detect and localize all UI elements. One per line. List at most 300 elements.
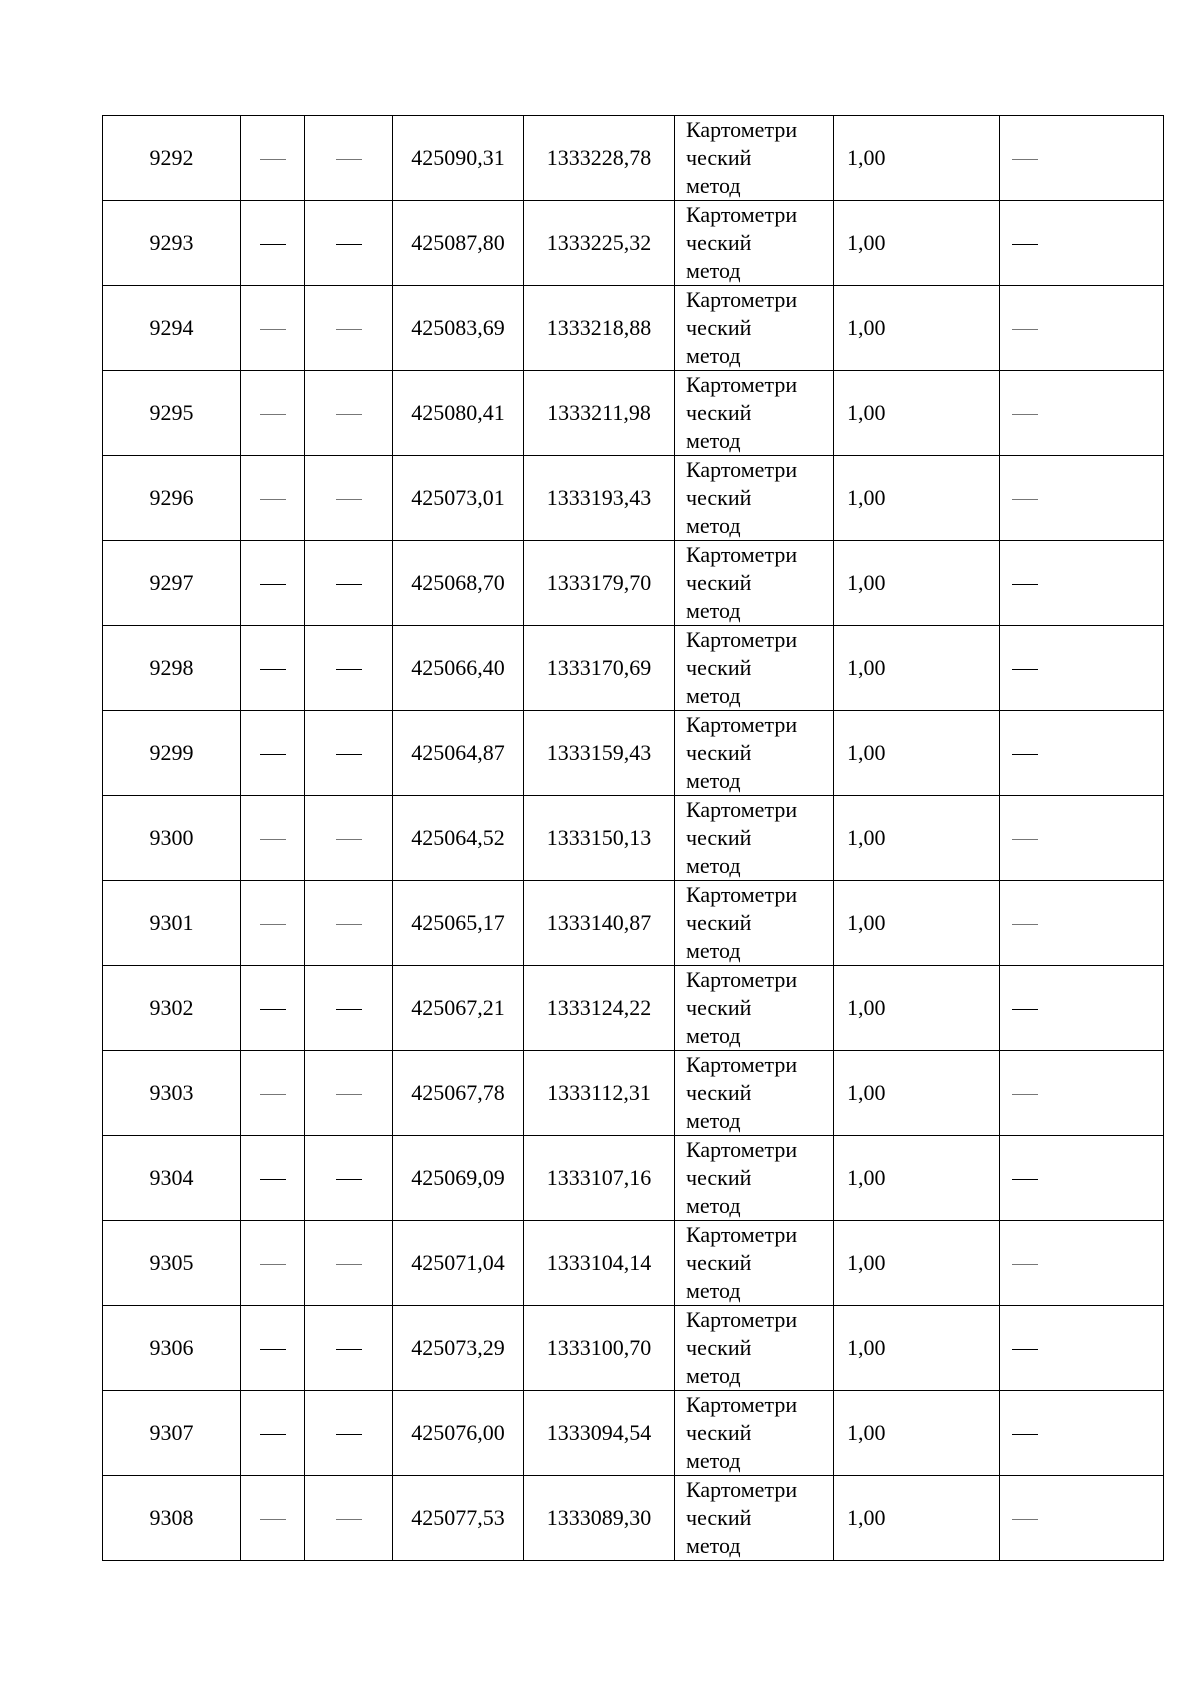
- y-coordinate-cell: [524, 1306, 675, 1391]
- description-cell: [1000, 456, 1164, 541]
- y-coordinate-cell: [524, 371, 675, 456]
- table-row: [103, 456, 1164, 541]
- y-coordinate: 1333100,70: [546, 1335, 652, 1360]
- accuracy-value: 1,00: [847, 825, 886, 850]
- determination-method-line: Картометри: [686, 372, 798, 397]
- y-coordinate-cell: [524, 456, 675, 541]
- y-coordinate-cell: [524, 1391, 675, 1476]
- empty-value-dash: [336, 584, 362, 585]
- point-number: 9305: [149, 1250, 194, 1275]
- accuracy-cell: [834, 116, 1000, 201]
- determination-method-line: Картометри: [686, 117, 798, 142]
- y-coordinate-cell: [524, 1221, 675, 1306]
- determination-method-cell: [675, 796, 834, 881]
- x-coordinate-cell: [393, 966, 524, 1051]
- determination-method-line: метод: [686, 1108, 741, 1133]
- x-coordinate: 425077,53: [411, 1505, 505, 1530]
- x-coordinate: 425076,00: [411, 1420, 505, 1445]
- point-number-cell: [103, 966, 241, 1051]
- accuracy-value: 1,00: [847, 400, 886, 425]
- y-coordinate-cell: [524, 286, 675, 371]
- accuracy-cell: [834, 456, 1000, 541]
- previous-x-cell: [241, 1391, 305, 1476]
- y-coordinate: 1333211,98: [547, 400, 651, 425]
- x-coordinate-cell: [393, 1221, 524, 1306]
- empty-value-dash: [1012, 754, 1038, 755]
- point-number: 9295: [149, 400, 194, 425]
- point-number-cell: [103, 1476, 241, 1561]
- determination-method-line: метод: [686, 428, 741, 453]
- y-coordinate: 1333150,13: [546, 825, 652, 850]
- point-number: 9297: [149, 570, 194, 595]
- determination-method-line: ческий: [686, 570, 752, 595]
- empty-value-dash: [260, 754, 286, 755]
- determination-method-cell: [675, 966, 834, 1051]
- x-coordinate-cell: [393, 1391, 524, 1476]
- table-row: [103, 541, 1164, 626]
- empty-value-dash: [260, 1519, 286, 1520]
- point-number: 9301: [149, 910, 194, 935]
- coordinates-table: [102, 115, 1164, 1561]
- y-coordinate-cell: [524, 966, 675, 1051]
- table-row: [103, 371, 1164, 456]
- accuracy-value: 1,00: [847, 570, 886, 595]
- determination-method-line: Картометри: [686, 1392, 798, 1417]
- point-number-cell: [103, 116, 241, 201]
- empty-value-dash: [336, 754, 362, 755]
- previous-y-cell: [305, 966, 393, 1051]
- empty-value-dash: [1012, 1519, 1038, 1520]
- point-number-cell: [103, 201, 241, 286]
- x-coordinate: 425069,09: [411, 1165, 505, 1190]
- determination-method-line: ческий: [686, 315, 752, 340]
- empty-value-dash: [260, 1094, 286, 1095]
- y-coordinate: 1333104,14: [546, 1250, 652, 1275]
- description-cell: [1000, 541, 1164, 626]
- x-coordinate-cell: [393, 626, 524, 711]
- determination-method-line: Картометри: [686, 542, 798, 567]
- table-row: [103, 796, 1164, 881]
- accuracy-cell: [834, 201, 1000, 286]
- y-coordinate: 1333094,54: [546, 1420, 652, 1445]
- point-number-cell: [103, 881, 241, 966]
- point-number-cell: [103, 541, 241, 626]
- description-cell: [1000, 1051, 1164, 1136]
- description-cell: [1000, 1221, 1164, 1306]
- empty-value-dash: [336, 1264, 362, 1265]
- x-coordinate: 425080,41: [411, 400, 505, 425]
- table-row: [103, 881, 1164, 966]
- accuracy-value: 1,00: [847, 485, 886, 510]
- empty-value-dash: [1012, 499, 1038, 500]
- accuracy-cell: [834, 1476, 1000, 1561]
- accuracy-value: 1,00: [847, 315, 886, 340]
- previous-y-cell: [305, 371, 393, 456]
- determination-method-line: ческий: [686, 910, 752, 935]
- previous-y-cell: [305, 626, 393, 711]
- empty-value-dash: [336, 244, 362, 245]
- determination-method-line: Картометри: [686, 457, 798, 482]
- previous-x-cell: [241, 116, 305, 201]
- accuracy-cell: [834, 1051, 1000, 1136]
- point-number: 9308: [149, 1505, 194, 1530]
- accuracy-cell: [834, 541, 1000, 626]
- accuracy-cell: [834, 1136, 1000, 1221]
- x-coordinate: 425090,31: [411, 145, 505, 170]
- empty-value-dash: [260, 244, 286, 245]
- determination-method-line: метод: [686, 683, 741, 708]
- previous-y-cell: [305, 1051, 393, 1136]
- point-number-cell: [103, 711, 241, 796]
- description-cell: [1000, 1306, 1164, 1391]
- x-coordinate: 425067,78: [411, 1080, 505, 1105]
- accuracy-value: 1,00: [847, 1250, 886, 1275]
- y-coordinate-cell: [524, 1476, 675, 1561]
- description-cell: [1000, 116, 1164, 201]
- determination-method-line: метод: [686, 938, 741, 963]
- x-coordinate-cell: [393, 1051, 524, 1136]
- empty-value-dash: [1012, 414, 1038, 415]
- x-coordinate: 425065,17: [411, 910, 505, 935]
- y-coordinate-cell: [524, 711, 675, 796]
- determination-method-line: ческий: [686, 1165, 752, 1190]
- previous-y-cell: [305, 1476, 393, 1561]
- x-coordinate: 425087,80: [411, 230, 505, 255]
- empty-value-dash: [336, 1179, 362, 1180]
- table-row: [103, 116, 1164, 201]
- x-coordinate-cell: [393, 371, 524, 456]
- determination-method-line: ческий: [686, 1505, 752, 1530]
- empty-value-dash: [1012, 924, 1038, 925]
- description-cell: [1000, 711, 1164, 796]
- description-cell: [1000, 626, 1164, 711]
- empty-value-dash: [260, 669, 286, 670]
- y-coordinate: 1333170,69: [546, 655, 652, 680]
- empty-value-dash: [336, 1349, 362, 1350]
- previous-y-cell: [305, 881, 393, 966]
- y-coordinate-cell: [524, 116, 675, 201]
- determination-method-line: метод: [686, 853, 741, 878]
- empty-value-dash: [336, 1094, 362, 1095]
- description-cell: [1000, 1136, 1164, 1221]
- y-coordinate: 1333228,78: [546, 145, 652, 170]
- x-coordinate-cell: [393, 1476, 524, 1561]
- determination-method-line: метод: [686, 513, 741, 538]
- y-coordinate: 1333140,87: [546, 910, 652, 935]
- y-coordinate: 1333179,70: [546, 570, 652, 595]
- determination-method-line: метод: [686, 343, 741, 368]
- previous-x-cell: [241, 881, 305, 966]
- accuracy-value: 1,00: [847, 655, 886, 680]
- determination-method-line: метод: [686, 258, 741, 283]
- accuracy-value: 1,00: [847, 1080, 886, 1105]
- point-number: 9302: [149, 995, 194, 1020]
- determination-method-cell: [675, 1221, 834, 1306]
- empty-value-dash: [260, 1179, 286, 1180]
- y-coordinate: 1333193,43: [546, 485, 652, 510]
- point-number-cell: [103, 371, 241, 456]
- point-number: 9303: [149, 1080, 194, 1105]
- determination-method-cell: [675, 881, 834, 966]
- determination-method-line: Картометри: [686, 202, 798, 227]
- previous-y-cell: [305, 201, 393, 286]
- point-number-cell: [103, 1391, 241, 1476]
- x-coordinate-cell: [393, 201, 524, 286]
- y-coordinate-cell: [524, 1051, 675, 1136]
- previous-y-cell: [305, 796, 393, 881]
- x-coordinate-cell: [393, 1306, 524, 1391]
- empty-value-dash: [1012, 669, 1038, 670]
- x-coordinate: 425068,70: [411, 570, 505, 595]
- y-coordinate: 1333159,43: [546, 740, 652, 765]
- empty-value-dash: [260, 839, 286, 840]
- determination-method-line: Картометри: [686, 1137, 798, 1162]
- previous-x-cell: [241, 1476, 305, 1561]
- determination-method-line: ческий: [686, 1335, 752, 1360]
- previous-y-cell: [305, 1306, 393, 1391]
- determination-method-line: метод: [686, 173, 741, 198]
- determination-method-line: ческий: [686, 1080, 752, 1105]
- x-coordinate-cell: [393, 881, 524, 966]
- determination-method-cell: [675, 1136, 834, 1221]
- x-coordinate: 425064,87: [411, 740, 505, 765]
- y-coordinate: 1333112,31: [547, 1080, 651, 1105]
- determination-method-line: ческий: [686, 1250, 752, 1275]
- point-number: 9292: [149, 145, 194, 170]
- table-row: [103, 966, 1164, 1051]
- x-coordinate-cell: [393, 116, 524, 201]
- empty-value-dash: [260, 924, 286, 925]
- y-coordinate-cell: [524, 796, 675, 881]
- table-row: [103, 711, 1164, 796]
- point-number-cell: [103, 286, 241, 371]
- accuracy-cell: [834, 626, 1000, 711]
- empty-value-dash: [260, 329, 286, 330]
- previous-y-cell: [305, 1391, 393, 1476]
- empty-value-dash: [1012, 1264, 1038, 1265]
- empty-value-dash: [336, 329, 362, 330]
- determination-method-line: метод: [686, 1023, 741, 1048]
- accuracy-value: 1,00: [847, 740, 886, 765]
- empty-value-dash: [1012, 584, 1038, 585]
- empty-value-dash: [260, 1349, 286, 1350]
- empty-value-dash: [336, 414, 362, 415]
- determination-method-line: Картометри: [686, 882, 798, 907]
- table-row: [103, 1136, 1164, 1221]
- point-number-cell: [103, 1136, 241, 1221]
- determination-method-cell: [675, 201, 834, 286]
- determination-method-line: ческий: [686, 740, 752, 765]
- description-cell: [1000, 201, 1164, 286]
- determination-method-cell: [675, 1476, 834, 1561]
- previous-y-cell: [305, 541, 393, 626]
- table-row: [103, 1051, 1164, 1136]
- previous-x-cell: [241, 966, 305, 1051]
- previous-x-cell: [241, 1306, 305, 1391]
- determination-method-line: Картометри: [686, 712, 798, 737]
- x-coordinate: 425067,21: [411, 995, 505, 1020]
- empty-value-dash: [336, 1009, 362, 1010]
- empty-value-dash: [336, 159, 362, 160]
- determination-method-cell: [675, 456, 834, 541]
- empty-value-dash: [1012, 1094, 1038, 1095]
- description-cell: [1000, 371, 1164, 456]
- determination-method-line: метод: [686, 1193, 741, 1218]
- determination-method-cell: [675, 1306, 834, 1391]
- x-coordinate-cell: [393, 796, 524, 881]
- determination-method-line: Картометри: [686, 627, 798, 652]
- previous-x-cell: [241, 286, 305, 371]
- determination-method-line: Картометри: [686, 1307, 798, 1332]
- previous-x-cell: [241, 541, 305, 626]
- table-row: [103, 1391, 1164, 1476]
- previous-x-cell: [241, 1136, 305, 1221]
- previous-x-cell: [241, 711, 305, 796]
- determination-method-cell: [675, 541, 834, 626]
- determination-method-line: метод: [686, 598, 741, 623]
- point-number-cell: [103, 1306, 241, 1391]
- accuracy-cell: [834, 371, 1000, 456]
- accuracy-cell: [834, 881, 1000, 966]
- point-number-cell: [103, 456, 241, 541]
- determination-method-line: Картометри: [686, 1222, 798, 1247]
- empty-value-dash: [336, 499, 362, 500]
- empty-value-dash: [336, 1519, 362, 1520]
- empty-value-dash: [1012, 329, 1038, 330]
- previous-y-cell: [305, 1221, 393, 1306]
- accuracy-value: 1,00: [847, 910, 886, 935]
- accuracy-cell: [834, 711, 1000, 796]
- previous-x-cell: [241, 371, 305, 456]
- description-cell: [1000, 286, 1164, 371]
- accuracy-cell: [834, 1391, 1000, 1476]
- accuracy-cell: [834, 966, 1000, 1051]
- empty-value-dash: [1012, 244, 1038, 245]
- determination-method-cell: [675, 711, 834, 796]
- table-row: [103, 201, 1164, 286]
- previous-y-cell: [305, 286, 393, 371]
- table-row: [103, 286, 1164, 371]
- determination-method-line: Картометри: [686, 967, 798, 992]
- empty-value-dash: [260, 1264, 286, 1265]
- empty-value-dash: [336, 669, 362, 670]
- determination-method-line: метод: [686, 1448, 741, 1473]
- empty-value-dash: [1012, 1434, 1038, 1435]
- x-coordinate: 425071,04: [411, 1250, 505, 1275]
- empty-value-dash: [1012, 1179, 1038, 1180]
- previous-x-cell: [241, 1051, 305, 1136]
- coordinates-table-body: [103, 116, 1164, 1561]
- empty-value-dash: [260, 499, 286, 500]
- y-coordinate: 1333225,32: [546, 230, 652, 255]
- point-number: 9306: [149, 1335, 194, 1360]
- determination-method-line: ческий: [686, 1420, 752, 1445]
- empty-value-dash: [260, 159, 286, 160]
- accuracy-value: 1,00: [847, 230, 886, 255]
- x-coordinate: 425083,69: [411, 315, 505, 340]
- x-coordinate-cell: [393, 286, 524, 371]
- determination-method-cell: [675, 286, 834, 371]
- table-row: [103, 1306, 1164, 1391]
- point-number-cell: [103, 626, 241, 711]
- description-cell: [1000, 796, 1164, 881]
- empty-value-dash: [260, 1434, 286, 1435]
- x-coordinate-cell: [393, 456, 524, 541]
- empty-value-dash: [336, 924, 362, 925]
- empty-value-dash: [1012, 839, 1038, 840]
- y-coordinate: 1333218,88: [546, 315, 652, 340]
- y-coordinate: 1333124,22: [546, 995, 652, 1020]
- previous-x-cell: [241, 1221, 305, 1306]
- empty-value-dash: [336, 839, 362, 840]
- empty-value-dash: [1012, 159, 1038, 160]
- point-number-cell: [103, 1221, 241, 1306]
- previous-x-cell: [241, 456, 305, 541]
- y-coordinate: 1333089,30: [546, 1505, 652, 1530]
- description-cell: [1000, 1391, 1164, 1476]
- accuracy-value: 1,00: [847, 1335, 886, 1360]
- determination-method-cell: [675, 1051, 834, 1136]
- determination-method-cell: [675, 1391, 834, 1476]
- point-number: 9299: [149, 740, 194, 765]
- determination-method-cell: [675, 371, 834, 456]
- determination-method-line: ческий: [686, 230, 752, 255]
- previous-y-cell: [305, 1136, 393, 1221]
- determination-method-line: метод: [686, 768, 741, 793]
- previous-x-cell: [241, 201, 305, 286]
- previous-x-cell: [241, 626, 305, 711]
- accuracy-value: 1,00: [847, 995, 886, 1020]
- determination-method-cell: [675, 626, 834, 711]
- previous-y-cell: [305, 116, 393, 201]
- y-coordinate-cell: [524, 881, 675, 966]
- determination-method-line: ческий: [686, 995, 752, 1020]
- empty-value-dash: [260, 414, 286, 415]
- x-coordinate-cell: [393, 711, 524, 796]
- accuracy-value: 1,00: [847, 1420, 886, 1445]
- x-coordinate: 425066,40: [411, 655, 505, 680]
- y-coordinate-cell: [524, 1136, 675, 1221]
- determination-method-line: метод: [686, 1278, 741, 1303]
- determination-method-line: Картометри: [686, 1052, 798, 1077]
- determination-method-line: ческий: [686, 655, 752, 680]
- empty-value-dash: [1012, 1349, 1038, 1350]
- table-row: [103, 1221, 1164, 1306]
- previous-y-cell: [305, 456, 393, 541]
- point-number: 9298: [149, 655, 194, 680]
- y-coordinate-cell: [524, 626, 675, 711]
- point-number: 9296: [149, 485, 194, 510]
- accuracy-cell: [834, 286, 1000, 371]
- point-number: 9293: [149, 230, 194, 255]
- empty-value-dash: [260, 1009, 286, 1010]
- x-coordinate-cell: [393, 541, 524, 626]
- point-number: 9304: [149, 1165, 194, 1190]
- description-cell: [1000, 966, 1164, 1051]
- y-coordinate-cell: [524, 541, 675, 626]
- x-coordinate: 425064,52: [411, 825, 505, 850]
- point-number: 9300: [149, 825, 194, 850]
- determination-method-line: метод: [686, 1533, 741, 1558]
- determination-method-line: ческий: [686, 400, 752, 425]
- description-cell: [1000, 1476, 1164, 1561]
- previous-y-cell: [305, 711, 393, 796]
- table-row: [103, 1476, 1164, 1561]
- point-number-cell: [103, 1051, 241, 1136]
- accuracy-cell: [834, 796, 1000, 881]
- y-coordinate: 1333107,16: [546, 1165, 652, 1190]
- point-number-cell: [103, 796, 241, 881]
